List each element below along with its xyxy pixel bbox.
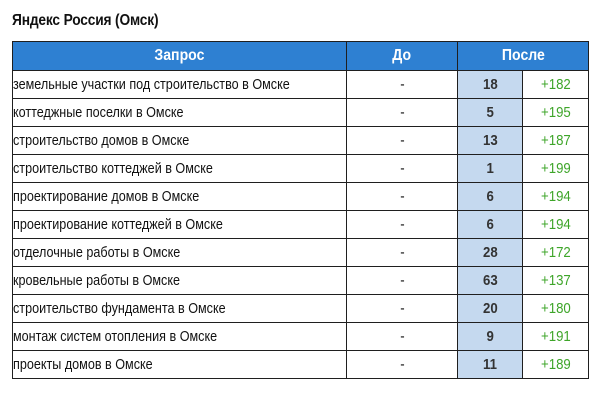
position-cell: [458, 295, 523, 323]
change-value: +191: [540, 328, 571, 345]
change-cell: [523, 127, 589, 155]
position-value: 6: [486, 216, 494, 233]
position-value: 13: [482, 132, 498, 149]
before-value: -: [399, 76, 405, 93]
change-value: +172: [540, 244, 571, 261]
query-cell: [13, 323, 347, 351]
before-cell: [347, 323, 458, 351]
before-value: -: [399, 216, 405, 233]
header-query-label: Запрос: [154, 47, 205, 64]
position-cell: [458, 99, 523, 127]
header-before-label: До: [392, 47, 412, 64]
query-cell: [13, 155, 347, 183]
header-after-label: После: [501, 47, 545, 64]
table-row: [13, 71, 589, 99]
change-value: +194: [540, 216, 571, 233]
position-cell: [458, 155, 523, 183]
position-value: 11: [483, 356, 497, 373]
change-value: +195: [540, 104, 571, 121]
change-value: +194: [540, 188, 571, 205]
table-row: [13, 155, 589, 183]
query-cell: [13, 127, 347, 155]
before-value: -: [399, 328, 405, 345]
change-cell: [523, 295, 589, 323]
query-cell: [13, 267, 347, 295]
query-cell: [13, 351, 347, 379]
change-cell: [523, 183, 589, 211]
header-query: [13, 42, 347, 71]
table-row: [13, 183, 589, 211]
before-cell: [347, 71, 458, 99]
change-value: +137: [540, 272, 571, 289]
before-value: -: [399, 160, 405, 177]
before-cell: [347, 239, 458, 267]
change-value: +180: [540, 300, 571, 317]
position-value: 28: [482, 244, 498, 261]
change-value: +187: [540, 132, 571, 149]
position-cell: [458, 239, 523, 267]
position-value: 18: [482, 76, 498, 93]
table-row: [13, 295, 589, 323]
query-text: проектирование коттеджей в Омске: [13, 216, 223, 233]
table-title: Яндекс Россия (Омск): [12, 12, 159, 29]
before-value: -: [399, 356, 405, 373]
table-row: [13, 99, 589, 127]
query-cell: [13, 239, 347, 267]
position-cell: [458, 183, 523, 211]
query-text: проекты домов в Омске: [13, 356, 153, 373]
position-value: 1: [486, 160, 494, 177]
change-cell: [523, 99, 589, 127]
before-value: -: [399, 132, 405, 149]
position-cell: [458, 127, 523, 155]
table-body: [13, 71, 589, 379]
query-cell: [13, 295, 347, 323]
table-row: [13, 211, 589, 239]
query-text: строительство фундамента в Омске: [13, 300, 226, 317]
query-cell: [13, 99, 347, 127]
before-cell: [347, 295, 458, 323]
before-cell: [347, 211, 458, 239]
query-text: монтаж систем отопления в Омске: [13, 328, 218, 345]
query-text: земельные участки под строительство в Омске: [13, 76, 290, 93]
before-cell: [347, 183, 458, 211]
before-cell: [347, 351, 458, 379]
position-cell: [458, 323, 523, 351]
before-cell: [347, 127, 458, 155]
position-cell: [458, 211, 523, 239]
rankings-table: [12, 41, 589, 379]
change-cell: [523, 211, 589, 239]
position-value: 6: [486, 188, 494, 205]
query-cell: [13, 71, 347, 99]
change-cell: [523, 267, 589, 295]
table-row: [13, 323, 589, 351]
position-value: 9: [486, 328, 494, 345]
position-value: 20: [482, 300, 498, 317]
table-header-row: [13, 42, 589, 71]
before-cell: [347, 155, 458, 183]
position-cell: [458, 351, 523, 379]
change-value: +189: [540, 356, 571, 373]
before-cell: [347, 267, 458, 295]
query-text: коттеджные поселки в Омске: [13, 104, 184, 121]
position-cell: [458, 267, 523, 295]
before-value: -: [399, 300, 405, 317]
change-cell: [523, 71, 589, 99]
query-text: проектирование домов в Омске: [13, 188, 200, 205]
before-value: -: [399, 104, 405, 121]
before-value: -: [399, 188, 405, 205]
table-row: [13, 267, 589, 295]
position-value: 63: [482, 272, 498, 289]
position-value: 5: [486, 104, 494, 121]
query-text: отделочные работы в Омске: [13, 244, 181, 261]
change-value: +182: [540, 76, 571, 93]
table-row: [13, 351, 589, 379]
query-text: строительство домов в Омске: [13, 132, 190, 149]
query-text: кровельные работы в Омске: [13, 272, 181, 289]
query-cell: [13, 211, 347, 239]
query-text: строительство коттеджей в Омске: [13, 160, 213, 177]
position-cell: [458, 71, 523, 99]
header-after: [458, 42, 589, 71]
header-before: [347, 42, 458, 71]
change-value: +199: [540, 160, 571, 177]
before-value: -: [399, 272, 405, 289]
query-cell: [13, 183, 347, 211]
table-row: [13, 127, 589, 155]
before-cell: [347, 99, 458, 127]
before-value: -: [399, 244, 405, 261]
change-cell: [523, 239, 589, 267]
change-cell: [523, 351, 589, 379]
table-row: [13, 239, 589, 267]
change-cell: [523, 155, 589, 183]
change-cell: [523, 323, 589, 351]
